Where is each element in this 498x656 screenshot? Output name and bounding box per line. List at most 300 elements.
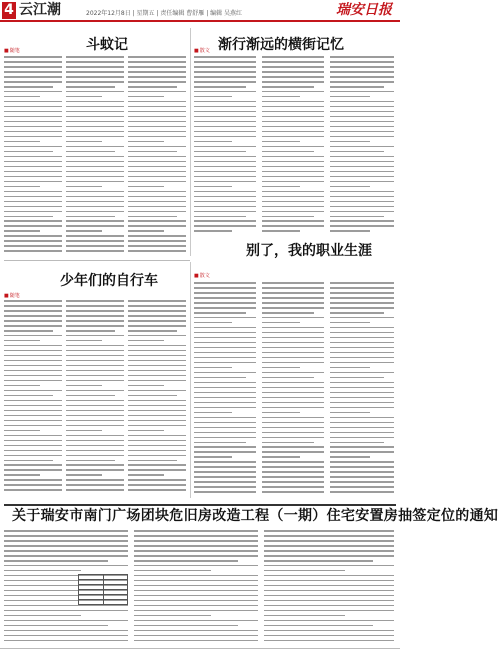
text-line (66, 111, 124, 113)
text-line (262, 407, 324, 409)
text-line (66, 166, 124, 168)
text-line (194, 357, 256, 359)
text-line (262, 71, 324, 73)
text-line (262, 422, 324, 424)
text-line (128, 101, 186, 103)
text-line (262, 282, 324, 284)
text-line (330, 432, 394, 434)
text-line (262, 166, 324, 168)
text-line (4, 620, 128, 622)
text-line (330, 116, 394, 118)
text-line (66, 121, 124, 123)
text-line (262, 362, 324, 364)
article-body-4a (194, 282, 256, 496)
text-line (194, 230, 232, 232)
text-line (4, 81, 62, 83)
text-line (194, 442, 246, 444)
text-line (330, 282, 394, 284)
text-line (4, 640, 128, 642)
text-line (264, 575, 394, 577)
text-line (262, 220, 324, 222)
text-line (128, 211, 186, 213)
text-line (128, 146, 186, 148)
article-body-1b (66, 56, 124, 255)
text-line (330, 61, 394, 63)
text-line (66, 310, 124, 312)
text-line (128, 191, 186, 193)
text-line (128, 71, 186, 73)
text-line (262, 86, 314, 88)
text-line (330, 322, 370, 324)
text-line (128, 370, 186, 372)
article-body-2c (330, 56, 394, 235)
notice-body-2 (134, 530, 258, 645)
text-line (194, 461, 256, 463)
text-line (128, 86, 177, 88)
text-line (264, 620, 394, 622)
text-line (66, 345, 124, 347)
text-line (262, 181, 324, 183)
text-line (134, 640, 258, 642)
text-line (66, 96, 102, 98)
text-line (262, 287, 324, 289)
text-line (66, 405, 124, 407)
text-line (330, 382, 394, 384)
text-line (66, 171, 124, 173)
text-line (128, 131, 186, 133)
text-line (66, 450, 124, 452)
text-line (262, 357, 324, 359)
text-line (4, 186, 40, 188)
text-line (128, 91, 186, 93)
text-line (4, 106, 62, 108)
text-line (4, 131, 62, 133)
text-line (4, 405, 62, 407)
text-line (128, 410, 186, 412)
text-line (262, 201, 324, 203)
text-line (330, 476, 394, 478)
text-line (262, 56, 324, 58)
text-line (194, 206, 256, 208)
text-line (4, 146, 62, 148)
text-line (128, 61, 186, 63)
text-line (128, 325, 186, 327)
text-line (194, 481, 256, 483)
text-line (128, 176, 186, 178)
article-body-3b (66, 300, 124, 494)
text-line (194, 171, 256, 173)
text-line (4, 56, 62, 58)
text-line (128, 479, 186, 481)
text-line (264, 565, 394, 567)
text-line (262, 156, 324, 158)
text-line (66, 435, 124, 437)
text-line (262, 106, 324, 108)
text-line (194, 446, 256, 448)
text-line (4, 340, 40, 342)
text-line (4, 395, 53, 397)
text-line (264, 545, 394, 547)
text-line (330, 377, 384, 379)
text-line (194, 292, 256, 294)
text-line (66, 410, 124, 412)
text-line (4, 385, 40, 387)
text-line (194, 486, 256, 488)
text-line (262, 412, 300, 414)
section-divider (4, 260, 190, 261)
text-line (66, 469, 124, 471)
text-line (194, 387, 256, 389)
text-line (330, 327, 394, 329)
text-line (262, 402, 324, 404)
text-line (134, 555, 258, 557)
text-line (264, 560, 373, 562)
text-line (330, 111, 394, 113)
text-line (4, 430, 40, 432)
text-line (134, 560, 238, 562)
text-line (194, 96, 232, 98)
text-line (4, 300, 62, 302)
text-line (4, 560, 108, 562)
text-line (66, 464, 124, 466)
text-line (4, 380, 62, 382)
text-line (264, 600, 394, 602)
text-line (4, 425, 62, 427)
text-line (66, 81, 124, 83)
text-line (4, 235, 62, 237)
text-line (330, 481, 394, 483)
text-line (194, 491, 256, 493)
text-line (264, 590, 394, 592)
text-line (264, 610, 394, 612)
text-line (330, 312, 384, 314)
text-line (128, 96, 164, 98)
text-line (128, 305, 186, 307)
article-title-3: 少年们的自行车 (60, 273, 158, 289)
text-line (262, 101, 324, 103)
text-line (4, 550, 128, 552)
text-line (330, 136, 394, 138)
text-line (194, 186, 232, 188)
text-line (128, 166, 186, 168)
text-line (66, 106, 124, 108)
text-line (66, 66, 124, 68)
text-line (4, 400, 62, 402)
text-line (128, 206, 186, 208)
text-line (4, 535, 128, 537)
text-line (66, 191, 124, 193)
text-line (194, 196, 256, 198)
text-line (4, 101, 62, 103)
text-line (330, 86, 384, 88)
text-line (4, 116, 62, 118)
text-line (330, 456, 370, 458)
text-line (4, 220, 62, 222)
section-name: 云江潮 (19, 2, 61, 18)
text-line (194, 126, 256, 128)
text-line (128, 450, 186, 452)
text-line (264, 530, 394, 532)
text-line (4, 310, 62, 312)
text-line (134, 605, 258, 607)
text-line (262, 471, 324, 473)
text-line (128, 390, 186, 392)
text-line (128, 116, 186, 118)
text-line (4, 230, 40, 232)
text-line (4, 469, 62, 471)
text-line (194, 81, 256, 83)
article-title-2: 渐行渐远的横街记忆 (218, 37, 344, 53)
text-line (128, 201, 186, 203)
text-line (194, 121, 256, 123)
text-line (4, 635, 128, 637)
text-line (66, 300, 124, 302)
text-line (4, 625, 108, 627)
text-line (66, 390, 124, 392)
article-body-4b (262, 282, 324, 496)
text-line (264, 635, 394, 637)
text-line (66, 230, 102, 232)
text-line (66, 86, 115, 88)
article-title-1: 斗蚊记 (86, 37, 128, 53)
text-line (134, 565, 258, 567)
text-line (194, 322, 232, 324)
text-line (194, 427, 256, 429)
text-line (264, 595, 394, 597)
text-line (330, 297, 394, 299)
text-line (66, 136, 124, 138)
text-line (4, 315, 62, 317)
text-line (194, 176, 256, 178)
text-line (4, 96, 40, 98)
text-line (194, 191, 256, 193)
text-line (262, 486, 324, 488)
text-line (128, 56, 186, 58)
text-line (262, 372, 324, 374)
article-title-4: 别了，我的职业生涯 (246, 243, 372, 259)
text-line (134, 550, 258, 552)
text-line (262, 332, 324, 334)
text-line (194, 307, 256, 309)
text-line (330, 337, 394, 339)
text-line (262, 461, 324, 463)
text-line (4, 355, 62, 357)
text-line (134, 570, 211, 572)
text-line (194, 471, 256, 473)
text-line (128, 400, 186, 402)
text-line (264, 540, 394, 542)
text-line (128, 360, 186, 362)
text-line (330, 230, 370, 232)
text-line (4, 325, 62, 327)
article-body-1a (4, 56, 62, 255)
text-line (134, 625, 238, 627)
text-line (4, 420, 62, 422)
text-line (128, 445, 186, 447)
text-line (330, 216, 384, 218)
text-line (4, 455, 62, 457)
text-line (330, 76, 394, 78)
text-line (330, 171, 394, 173)
text-line (262, 342, 324, 344)
text-line (128, 340, 164, 342)
text-line (134, 590, 258, 592)
text-line (330, 302, 394, 304)
text-line (4, 66, 62, 68)
text-line (4, 171, 62, 173)
text-line (4, 126, 62, 128)
text-line (134, 615, 211, 617)
text-line (330, 56, 394, 58)
brand-logo: 瑞安日报 (336, 2, 392, 18)
text-line (66, 330, 115, 332)
text-line (128, 489, 186, 491)
text-line (262, 96, 300, 98)
text-line (262, 302, 324, 304)
text-line (128, 240, 186, 242)
text-line (128, 405, 186, 407)
text-line (66, 61, 124, 63)
text-line (128, 464, 186, 466)
text-line (330, 392, 394, 394)
text-line (128, 380, 186, 382)
text-line (66, 420, 124, 422)
text-line (4, 206, 62, 208)
text-line (264, 580, 394, 582)
text-line (4, 435, 62, 437)
text-line (128, 469, 186, 471)
text-line (66, 370, 124, 372)
text-line (194, 437, 256, 439)
text-line (4, 390, 62, 392)
text-line (194, 317, 256, 319)
text-line (194, 156, 256, 158)
text-line (194, 407, 256, 409)
text-line (194, 372, 256, 374)
text-line (330, 196, 394, 198)
text-line (330, 220, 394, 222)
text-line (4, 136, 62, 138)
text-line (66, 245, 124, 247)
text-line (194, 166, 256, 168)
text-line (128, 161, 186, 163)
page-footer (0, 648, 400, 656)
text-line (128, 66, 186, 68)
text-line (134, 635, 258, 637)
text-line (128, 415, 186, 417)
text-line (128, 355, 186, 357)
text-line (262, 491, 324, 493)
text-line (66, 335, 124, 337)
text-line (194, 422, 256, 424)
text-line (128, 121, 186, 123)
text-line (262, 347, 324, 349)
text-line (128, 435, 186, 437)
text-line (66, 176, 124, 178)
text-line (194, 362, 256, 364)
text-line (66, 315, 124, 317)
text-line (128, 425, 186, 427)
text-line (194, 151, 246, 153)
text-line (330, 206, 394, 208)
text-line (66, 484, 124, 486)
text-line (66, 235, 124, 237)
text-line (128, 375, 186, 377)
text-line (194, 136, 256, 138)
text-line (66, 460, 115, 462)
text-line (330, 402, 394, 404)
text-line (330, 412, 370, 414)
text-line (128, 220, 186, 222)
text-line (128, 151, 177, 153)
text-line (194, 216, 246, 218)
text-line (4, 415, 62, 417)
text-line (262, 121, 324, 123)
text-line (194, 337, 256, 339)
text-line (128, 186, 164, 188)
text-line (194, 382, 256, 384)
text-line (66, 350, 124, 352)
text-line (194, 181, 256, 183)
text-line (330, 106, 394, 108)
text-line (128, 420, 186, 422)
text-line (194, 332, 256, 334)
text-line (128, 181, 186, 183)
text-line (264, 535, 394, 537)
text-line (262, 397, 324, 399)
text-line (330, 471, 394, 473)
text-line (4, 161, 62, 163)
text-line (66, 360, 124, 362)
text-line (262, 136, 324, 138)
text-line (330, 446, 394, 448)
text-line (66, 126, 124, 128)
text-line (4, 61, 62, 63)
text-line (194, 76, 256, 78)
text-line (128, 484, 186, 486)
text-line (66, 131, 124, 133)
text-line (264, 630, 394, 632)
text-line (4, 86, 53, 88)
text-line (194, 397, 256, 399)
article-body-3c (128, 300, 186, 494)
text-line (4, 610, 128, 612)
text-line (66, 375, 124, 377)
text-line (330, 151, 384, 153)
article-body-3a (4, 300, 62, 494)
text-line (128, 136, 186, 138)
text-line (4, 545, 128, 547)
page-number: 4 (2, 2, 16, 19)
text-line (4, 464, 62, 466)
text-line (194, 116, 256, 118)
text-line (330, 422, 394, 424)
text-line (330, 101, 394, 103)
text-line (194, 161, 256, 163)
text-line (128, 245, 186, 247)
text-line (66, 445, 124, 447)
text-line (128, 430, 164, 432)
text-line (4, 71, 62, 73)
text-line (4, 176, 62, 178)
text-line (194, 220, 256, 222)
text-line (194, 417, 256, 419)
text-line (262, 322, 300, 324)
text-line (66, 385, 102, 387)
text-line (262, 387, 324, 389)
text-line (194, 71, 256, 73)
column-rule (190, 28, 191, 256)
